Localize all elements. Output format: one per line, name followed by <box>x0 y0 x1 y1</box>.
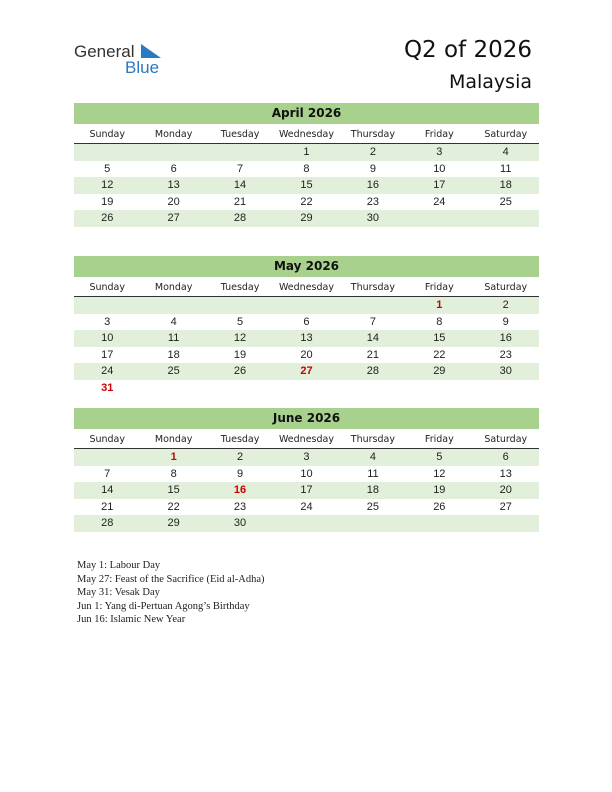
holiday-note: Jun 1: Yang di-Pertuan Agong’s Birthday <box>77 600 250 612</box>
logo <box>74 42 174 78</box>
day-cell <box>140 380 206 397</box>
weekday-label: Sunday <box>89 434 125 445</box>
day-cell: 19 <box>233 348 247 361</box>
day-cell: 18 <box>499 179 512 191</box>
day-cell: 20 <box>499 484 512 496</box>
day-cell: 7 <box>236 162 244 175</box>
day-cell <box>74 297 140 314</box>
day-cell: 18 <box>167 348 180 361</box>
holiday-note: Jun 16: Islamic New Year <box>77 614 186 625</box>
day-cell: 4 <box>502 146 509 158</box>
day-cell: 3 <box>104 315 111 328</box>
day-cell: 12 <box>233 332 247 344</box>
day-cell <box>340 515 406 532</box>
holiday-notes <box>77 559 264 627</box>
day-cell: 11 <box>500 162 512 175</box>
day-cell: 22 <box>167 500 180 513</box>
week-row <box>74 297 539 314</box>
month-title: April 2026 <box>74 103 539 124</box>
day-cell <box>406 210 472 227</box>
day-cell <box>207 380 273 397</box>
day-cell: 10 <box>300 467 313 480</box>
day-cell: 21 <box>101 500 114 513</box>
day-cell: 22 <box>433 348 446 361</box>
weekday-label: Tuesday <box>220 282 260 293</box>
holiday-note: May 27: Feast of the Sacrifice (Eid al-Adha) <box>77 573 265 585</box>
day-cell: 7 <box>369 315 376 328</box>
day-cell <box>473 210 539 227</box>
day-cell: 28 <box>233 212 247 224</box>
day-cell: 6 <box>303 315 310 328</box>
day-cell: 11 <box>167 332 180 344</box>
day-cell: 23 <box>499 348 512 361</box>
weekday-label: Thursday <box>350 434 395 445</box>
day-cell <box>207 297 273 314</box>
weekday-label: Wednesday <box>278 434 334 445</box>
day-cell: 27 <box>167 212 180 224</box>
day-cell <box>74 144 140 161</box>
week-row <box>74 499 539 516</box>
day-cell: 19 <box>433 484 446 496</box>
day-cell: 12 <box>101 179 114 191</box>
page-title: Q2 of 2026 <box>403 37 532 63</box>
day-cell <box>473 380 539 397</box>
weekday-label: Friday <box>424 282 454 293</box>
day-cell <box>340 297 406 314</box>
day-cell: 6 <box>170 162 177 175</box>
week-row <box>74 380 539 397</box>
month-june <box>74 408 539 532</box>
holiday-day-cell: 1 <box>436 299 443 311</box>
day-cell: 2 <box>369 146 376 158</box>
day-cell: 24 <box>101 365 114 377</box>
weekday-header-row <box>74 126 539 144</box>
week-row <box>74 144 539 161</box>
day-cell: 13 <box>499 467 512 480</box>
week-row <box>74 347 539 364</box>
day-cell: 14 <box>101 484 114 496</box>
day-cell: 23 <box>366 195 380 208</box>
weekday-label: Monday <box>154 129 193 140</box>
month-title: June 2026 <box>74 408 539 429</box>
weekday-label: Monday <box>154 282 193 293</box>
day-cell: 11 <box>367 467 379 480</box>
day-cell: 5 <box>104 162 111 175</box>
weekday-label: Saturday <box>484 282 528 293</box>
day-cell <box>273 515 339 532</box>
day-cell <box>340 380 406 397</box>
weekday-label: Wednesday <box>278 282 334 293</box>
weekday-label: Friday <box>424 129 454 140</box>
day-cell: 21 <box>366 348 380 361</box>
day-cell: 30 <box>499 365 512 377</box>
day-cell <box>273 380 339 397</box>
month-may <box>74 256 539 396</box>
holiday-note: May 1: Labour Day <box>77 560 161 571</box>
weekday-label: Thursday <box>350 282 395 293</box>
day-cell: 1 <box>303 146 310 158</box>
weekday-label: Monday <box>154 434 193 445</box>
day-cell: 29 <box>433 365 446 377</box>
day-cell: 30 <box>366 212 380 224</box>
day-cell <box>273 297 339 314</box>
day-cell: 6 <box>502 451 509 463</box>
week-row <box>74 194 539 211</box>
week-row <box>74 330 539 347</box>
day-cell: 4 <box>369 451 376 463</box>
day-cell: 3 <box>436 146 443 158</box>
day-cell: 24 <box>300 500 313 513</box>
day-cell <box>207 144 273 161</box>
day-cell: 9 <box>502 315 509 328</box>
day-cell: 2 <box>502 299 509 311</box>
weekday-label: Saturday <box>484 129 528 140</box>
week-row <box>74 363 539 380</box>
day-cell: 25 <box>167 365 180 377</box>
weekday-label: Friday <box>424 434 454 445</box>
day-cell: 21 <box>233 195 247 208</box>
day-cell: 12 <box>433 467 446 480</box>
week-row <box>74 161 539 178</box>
day-cell: 17 <box>300 484 313 496</box>
holiday-day-cell: 31 <box>101 381 114 394</box>
day-cell: 15 <box>167 484 180 496</box>
day-cell: 8 <box>436 315 443 328</box>
week-row <box>74 482 539 499</box>
day-cell: 10 <box>101 332 114 344</box>
day-cell: 29 <box>167 517 180 529</box>
logo-general-text: General <box>74 42 135 61</box>
week-row <box>74 515 539 532</box>
week-row <box>74 314 539 331</box>
day-cell: 14 <box>366 332 380 344</box>
weekday-label: Thursday <box>350 129 395 140</box>
day-cell: 30 <box>233 517 247 529</box>
month-april <box>74 103 539 227</box>
holiday-note: May 31: Vesak Day <box>77 587 160 598</box>
weekday-label: Tuesday <box>220 129 260 140</box>
holiday-day-cell: 1 <box>170 451 177 463</box>
day-cell: 18 <box>366 484 380 496</box>
day-cell: 28 <box>366 365 380 377</box>
day-cell: 13 <box>167 179 180 191</box>
weekday-header-row <box>74 431 539 449</box>
day-cell: 14 <box>233 179 247 191</box>
day-cell: 16 <box>366 179 380 191</box>
holiday-day-cell: 27 <box>300 365 313 377</box>
day-cell: 2 <box>236 451 244 463</box>
day-cell: 20 <box>167 195 180 208</box>
day-cell: 23 <box>233 500 247 513</box>
day-cell: 26 <box>433 500 446 513</box>
holiday-day-cell: 16 <box>233 484 247 496</box>
week-row <box>74 177 539 194</box>
country-name: Malaysia <box>448 71 532 93</box>
day-cell: 20 <box>300 348 313 361</box>
day-cell: 9 <box>236 467 244 480</box>
day-cell: 26 <box>233 365 247 377</box>
day-cell: 24 <box>433 195 446 208</box>
day-cell <box>140 297 206 314</box>
day-cell: 3 <box>303 451 310 463</box>
day-cell: 15 <box>433 332 446 344</box>
weekday-label: Tuesday <box>220 434 260 445</box>
day-cell: 16 <box>499 332 512 344</box>
week-row <box>74 210 539 227</box>
week-row <box>74 466 539 483</box>
day-cell: 5 <box>436 451 443 463</box>
day-cell: 8 <box>303 162 310 175</box>
day-cell: 19 <box>101 195 114 208</box>
day-cell <box>473 515 539 532</box>
week-row <box>74 449 539 466</box>
month-title: May 2026 <box>74 256 539 277</box>
day-cell: 22 <box>300 195 313 208</box>
day-cell: 7 <box>104 467 111 480</box>
day-cell: 17 <box>433 179 446 191</box>
day-cell: 25 <box>366 500 380 513</box>
day-cell: 5 <box>236 315 244 328</box>
day-cell: 26 <box>101 212 114 224</box>
day-cell: 4 <box>170 315 177 328</box>
day-cell: 9 <box>369 162 376 175</box>
weekday-label: Wednesday <box>278 129 334 140</box>
day-cell <box>140 144 206 161</box>
day-cell <box>406 515 472 532</box>
day-cell <box>406 380 472 397</box>
weekday-label: Saturday <box>484 434 528 445</box>
day-cell: 27 <box>499 500 512 513</box>
logo-blue-text: Blue <box>125 58 160 77</box>
day-cell: 15 <box>300 179 313 191</box>
weekday-label: Sunday <box>89 129 125 140</box>
logo-flag-icon <box>141 44 161 58</box>
day-cell <box>74 449 140 466</box>
weekday-label: Sunday <box>89 282 125 293</box>
day-cell: 25 <box>499 195 512 208</box>
day-cell: 17 <box>101 348 114 361</box>
day-cell: 13 <box>300 332 313 344</box>
day-cell: 10 <box>433 162 446 175</box>
weekday-header-row <box>74 279 539 297</box>
day-cell: 8 <box>170 467 177 480</box>
day-cell: 28 <box>101 517 114 529</box>
day-cell: 29 <box>300 212 313 224</box>
